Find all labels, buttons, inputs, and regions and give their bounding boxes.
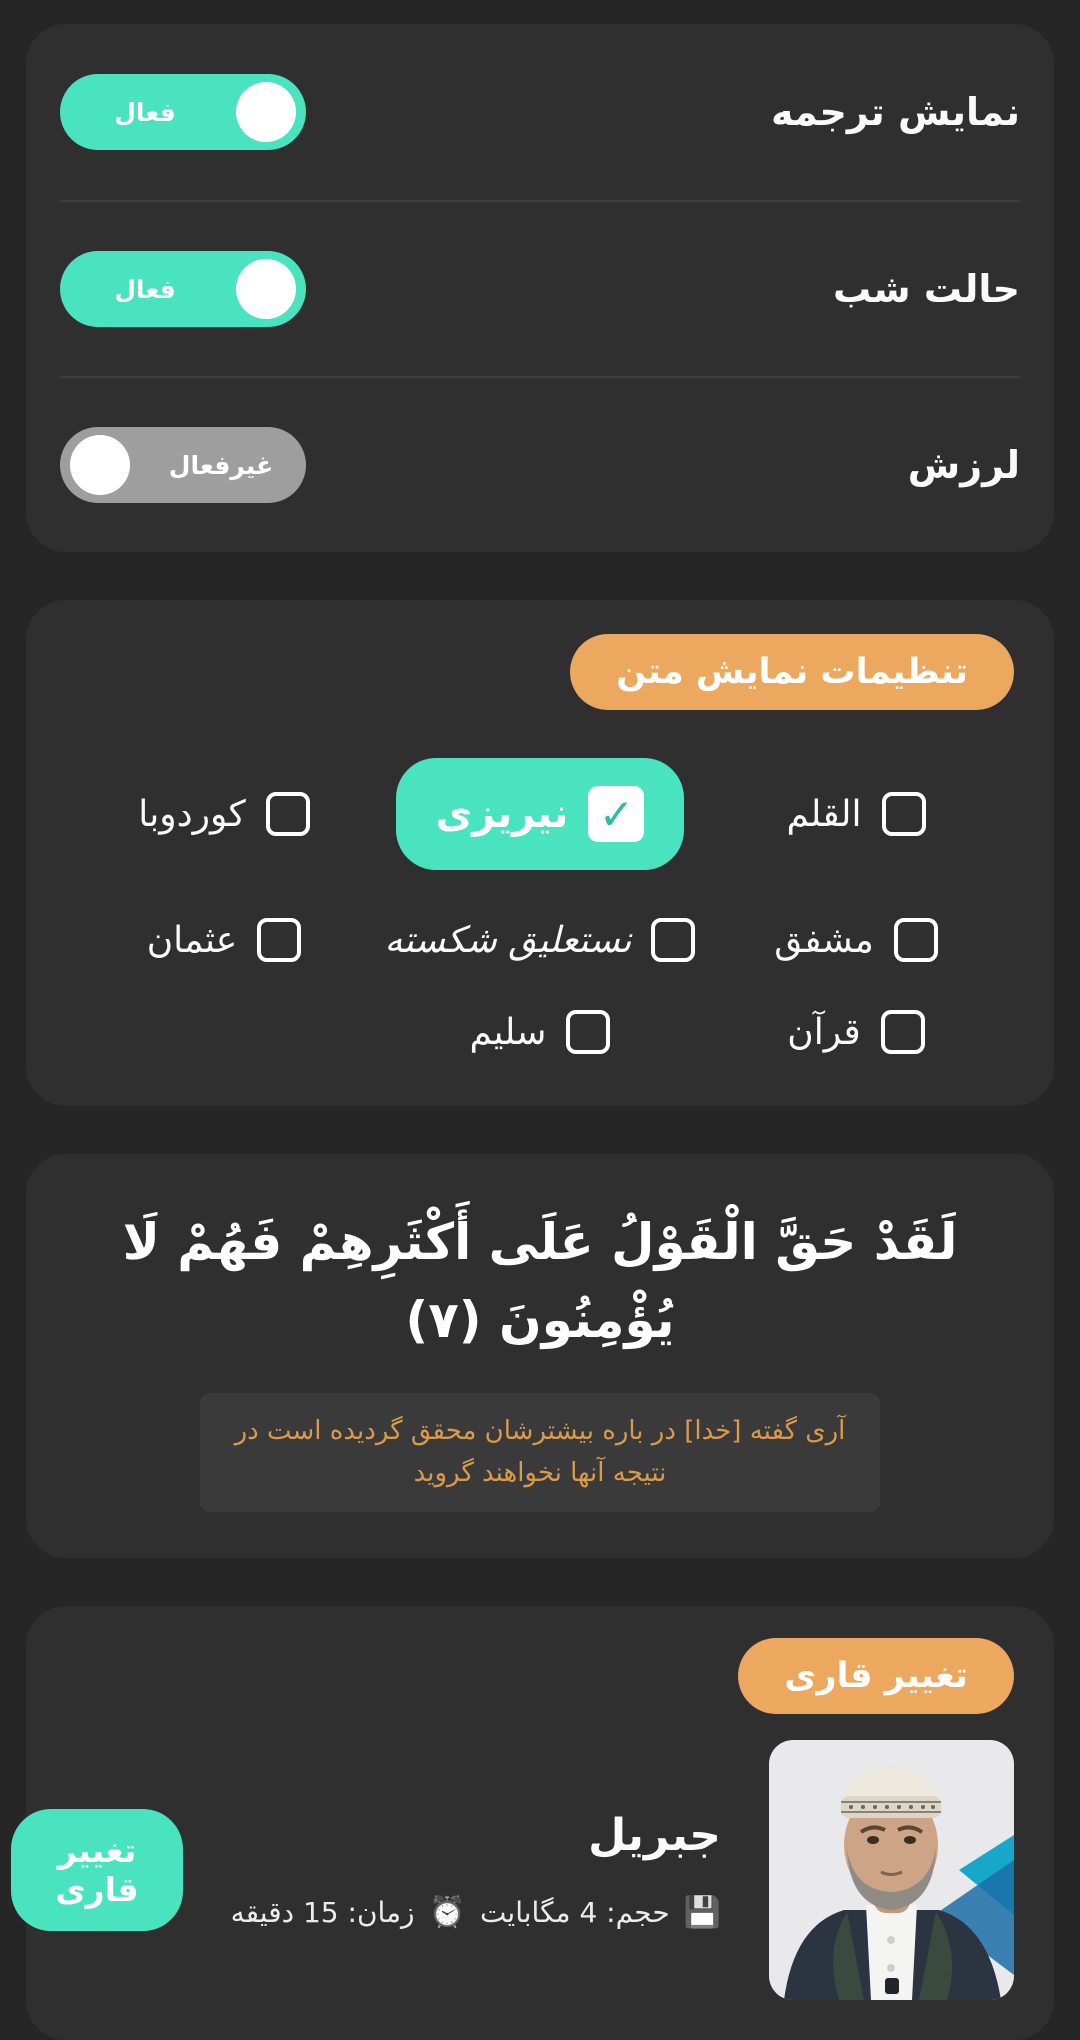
change-reciter-button-top[interactable]: تغییر قاری xyxy=(738,1638,1014,1714)
night-mode-toggle[interactable] xyxy=(60,251,306,327)
checked-checkbox-icon: ✓ xyxy=(588,786,644,842)
change-reciter-button[interactable]: تغییر قاری xyxy=(11,1809,182,1931)
checkbox-icon xyxy=(651,918,695,962)
font-option-neirizi-selected[interactable] xyxy=(396,758,685,870)
reciter-card-header xyxy=(66,1638,1014,1714)
setting-row-translation xyxy=(60,24,1020,200)
vibration-toggle-state: غیرفعال xyxy=(168,450,274,480)
reciter-photo xyxy=(769,1740,1014,2000)
reciter-meta-row xyxy=(231,1895,721,1930)
setting-row-vibration xyxy=(60,376,1020,552)
checkbox-icon xyxy=(566,1010,610,1054)
checkbox-icon xyxy=(881,1010,925,1054)
checkbox-icon xyxy=(257,918,301,962)
font-option-label: نیریزی xyxy=(435,791,569,837)
checkbox-icon xyxy=(266,792,310,836)
setting-row-night-mode xyxy=(60,200,1020,376)
font-option-quran[interactable] xyxy=(787,1010,925,1054)
toggle-knob xyxy=(70,435,130,495)
text-display-settings-button[interactable]: تنظیمات نمایش متن xyxy=(570,634,1014,710)
vibration-toggle-label: لرزش xyxy=(907,443,1020,487)
font-option-nastaliq-shekasteh[interactable] xyxy=(385,918,696,962)
night-mode-toggle-label: حالت شب xyxy=(833,267,1020,311)
reciter-name: جبریل xyxy=(588,1810,721,1862)
verse-translation-text: آری گفته [خدا] در باره بیشترشان محقق گردیده است در نتیجه آنها نخواهند گروید xyxy=(200,1393,880,1512)
checkbox-icon xyxy=(882,792,926,836)
reciter-card xyxy=(26,1606,1054,2040)
floppy-disk-icon: 💾 xyxy=(683,1895,721,1931)
font-option-cordoba[interactable] xyxy=(138,792,310,836)
font-option-label: عثمان xyxy=(146,919,238,961)
font-option-osman[interactable] xyxy=(147,918,302,962)
reciter-size-label: حجم: 4 مگابایت xyxy=(479,1896,670,1930)
font-option-label: القلم xyxy=(786,793,862,835)
reciter-row xyxy=(55,1740,1014,2000)
translation-toggle-label: نمایش ترجمه xyxy=(770,90,1020,134)
toggle-knob xyxy=(236,259,296,319)
toggle-knob xyxy=(236,82,296,142)
font-option-label: قرآن xyxy=(787,1011,861,1053)
night-mode-toggle-state: فعال xyxy=(114,274,176,304)
verse-arabic-text: لَقَدْ حَقَّ الْقَوْلُ عَلَى أَكْثَرِهِمْ فَهُمْ لَا يُؤْمِنُونَ (٧) xyxy=(122,1213,958,1349)
font-option-label: کوردوبا xyxy=(138,793,246,835)
reciter-time-label: زمان: 15 دقیقه xyxy=(230,1896,415,1930)
vibration-toggle[interactable] xyxy=(60,427,306,503)
translation-toggle[interactable] xyxy=(60,74,306,150)
reciter-info xyxy=(231,1810,721,1930)
font-option-alqalam[interactable] xyxy=(786,792,925,836)
font-option-label: سلیم xyxy=(469,1011,547,1053)
settings-card xyxy=(26,24,1054,552)
font-option-salim[interactable] xyxy=(470,1010,611,1054)
alarm-clock-icon: ⏰ xyxy=(428,1895,466,1931)
translation-toggle-state: فعال xyxy=(114,97,176,127)
font-settings-card xyxy=(26,600,1054,1106)
checkbox-icon xyxy=(894,918,938,962)
font-option-label: نستعلیق شکسته xyxy=(384,919,632,961)
font-grid xyxy=(66,758,1014,1054)
verse-preview-card xyxy=(26,1154,1054,1558)
font-option-moshfeq[interactable] xyxy=(774,918,938,962)
font-option-label: مشفق xyxy=(774,919,874,961)
